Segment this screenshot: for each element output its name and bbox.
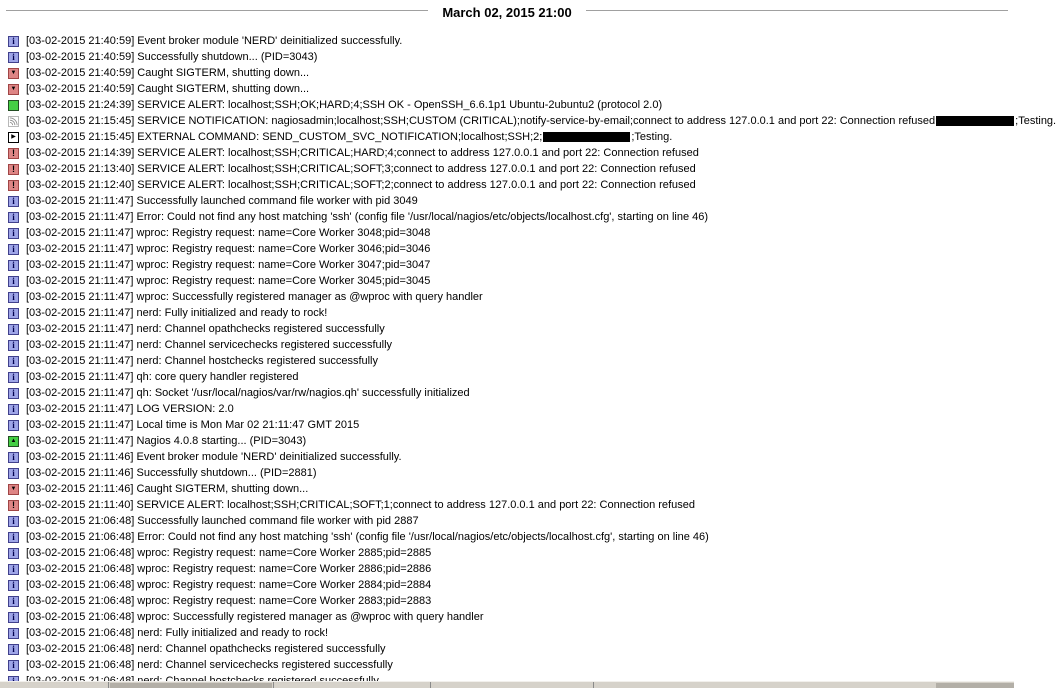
log-message bbox=[26, 163, 696, 175]
log-row bbox=[0, 513, 1014, 529]
info-icon: i bbox=[8, 644, 19, 655]
log-text: [03-02-2015 21:11:46] Successfully shutdown... (PID=2881) bbox=[26, 467, 317, 480]
log-text: [03-02-2015 21:11:46] Event broker module 'NERD' deinitialized successfully. bbox=[26, 451, 402, 464]
log-text: [03-02-2015 21:13:40] SERVICE ALERT: localhost;SSH;CRITICAL;SOFT;3;connect to address 127.0.0.1 and port 22: Connection refused bbox=[26, 163, 696, 176]
log-text: [03-02-2015 21:11:40] SERVICE ALERT: localhost;SSH;CRITICAL;SOFT;1;connect to address 127.0.0.1 and port 22: Connection refused bbox=[26, 499, 695, 512]
info-icon: i bbox=[8, 564, 19, 575]
log-message bbox=[26, 419, 359, 431]
log-row bbox=[0, 545, 1014, 561]
log-row bbox=[0, 449, 1014, 465]
log-text: [03-02-2015 21:11:47] Nagios 4.0.8 starting... (PID=3043) bbox=[26, 435, 307, 448]
log-text: [03-02-2015 21:06:48] wproc: Registry request: name=Core Worker 2883;pid=2883 bbox=[26, 595, 432, 608]
log-row bbox=[0, 593, 1014, 609]
info-icon: i bbox=[8, 260, 19, 271]
log-message bbox=[26, 195, 418, 207]
log-row bbox=[0, 97, 1014, 113]
log-text: [03-02-2015 21:11:47] qh: core query handler registered bbox=[26, 371, 299, 384]
log-text: [03-02-2015 21:11:47] nerd: Fully initialized and ready to rock! bbox=[26, 307, 328, 320]
log-message bbox=[26, 131, 672, 143]
log-message bbox=[26, 387, 470, 399]
log-message bbox=[26, 627, 328, 639]
log-row bbox=[0, 561, 1014, 577]
info-icon: i bbox=[8, 388, 19, 399]
log-message bbox=[26, 595, 431, 607]
log-text: [03-02-2015 21:14:39] SERVICE ALERT: localhost;SSH;CRITICAL;HARD;4;connect to address 127.0.0.1 and port 22: Connection refused bbox=[26, 147, 699, 160]
bottom-bar-divider bbox=[108, 682, 109, 688]
info-icon: i bbox=[8, 292, 19, 303]
shutdown-arrow-icon: ▼ bbox=[8, 84, 19, 95]
log-message bbox=[26, 371, 299, 383]
info-icon: i bbox=[8, 628, 19, 639]
shutdown-arrow-icon: ▼ bbox=[8, 68, 19, 79]
log-row bbox=[0, 385, 1014, 401]
critical-alert-icon: ! bbox=[8, 180, 19, 191]
log-row bbox=[0, 625, 1014, 641]
log-message bbox=[26, 99, 662, 111]
log-message bbox=[26, 291, 483, 303]
log-text: [03-02-2015 21:06:48] nerd: Channel opathchecks registered successfully bbox=[26, 643, 386, 656]
log-message bbox=[26, 211, 708, 223]
log-message bbox=[26, 451, 402, 463]
log-text: [03-02-2015 21:15:45] EXTERNAL COMMAND: SEND_CUSTOM_SVC_NOTIFICATION;localhost;SSH;2; bbox=[26, 131, 543, 144]
log-row bbox=[0, 273, 1014, 289]
redacted-text bbox=[936, 116, 1014, 126]
log-row bbox=[0, 49, 1014, 65]
log-message bbox=[26, 579, 431, 591]
log-text: [03-02-2015 21:11:47] nerd: Channel hostchecks registered successfully bbox=[26, 355, 379, 368]
log-text: [03-02-2015 21:06:48] wproc: Successfully registered manager as @wproc with query handler bbox=[26, 611, 484, 624]
log-message bbox=[26, 499, 695, 511]
critical-alert-icon: ! bbox=[8, 500, 19, 511]
log-message bbox=[26, 435, 306, 447]
log-message bbox=[26, 547, 431, 559]
log-row bbox=[0, 145, 1014, 161]
log-text: [03-02-2015 21:11:47] qh: Socket '/usr/local/nagios/var/rw/nagios.qh' successfully initialized bbox=[26, 387, 470, 400]
log-text: [03-02-2015 21:06:48] Error: Could not find any host matching 'ssh' (config file '/usr/local/nagios/etc/objects/localhost.cfg', starting on line 46) bbox=[26, 531, 709, 544]
log-row bbox=[0, 337, 1014, 353]
log-row bbox=[0, 401, 1014, 417]
log-message bbox=[26, 483, 308, 495]
log-text: [03-02-2015 21:40:59] Event broker module 'NERD' deinitialized successfully. bbox=[26, 35, 403, 48]
log-row bbox=[0, 177, 1014, 193]
log-message bbox=[26, 467, 317, 479]
log-text: [03-02-2015 21:11:46] Caught SIGTERM, shutting down... bbox=[26, 483, 309, 496]
log-message bbox=[26, 323, 385, 335]
log-message bbox=[26, 339, 392, 351]
log-text: [03-02-2015 21:11:47] nerd: Channel servicechecks registered successfully bbox=[26, 339, 393, 352]
log-message bbox=[26, 147, 699, 159]
log-text: [03-02-2015 21:06:48] wproc: Registry request: name=Core Worker 2884;pid=2884 bbox=[26, 579, 432, 592]
log-text: ;Testing. bbox=[631, 131, 673, 144]
critical-alert-icon: ! bbox=[8, 148, 19, 159]
log-message bbox=[26, 115, 1056, 127]
log-row bbox=[0, 113, 1056, 129]
log-text: [03-02-2015 21:06:48] nerd: Channel servicechecks registered successfully bbox=[26, 659, 393, 672]
log-list bbox=[0, 33, 1056, 689]
log-message bbox=[26, 563, 431, 575]
log-text: [03-02-2015 21:06:48] wproc: Registry request: name=Core Worker 2886;pid=2886 bbox=[26, 563, 432, 576]
log-text: [03-02-2015 21:15:45] SERVICE NOTIFICATION: nagiosadmin;localhost;SSH;CUSTOM (CRITICAL);notify-service-by-email;connect to address 127.0.0.1 and port 22: Connection refused bbox=[26, 115, 936, 128]
info-icon: i bbox=[8, 276, 19, 287]
info-icon: i bbox=[8, 356, 19, 367]
log-text: [03-02-2015 21:06:48] wproc: Registry request: name=Core Worker 2885;pid=2885 bbox=[26, 547, 432, 560]
log-text: [03-02-2015 21:11:47] Local time is Mon Mar 02 21:11:47 GMT 2015 bbox=[26, 419, 360, 432]
info-icon: i bbox=[8, 52, 19, 63]
log-text: [03-02-2015 21:11:47] wproc: Registry request: name=Core Worker 3046;pid=3046 bbox=[26, 243, 431, 256]
bottom-edge-bar bbox=[0, 681, 1014, 688]
program-start-icon: ▲ bbox=[8, 436, 19, 447]
log-row bbox=[0, 529, 1014, 545]
log-row bbox=[0, 33, 1014, 49]
info-icon: i bbox=[8, 228, 19, 239]
log-row bbox=[0, 289, 1014, 305]
info-icon: i bbox=[8, 612, 19, 623]
log-message bbox=[26, 531, 709, 543]
log-text: [03-02-2015 21:11:47] wproc: Successfully registered manager as @wproc with query handler bbox=[26, 291, 483, 304]
log-text: [03-02-2015 21:06:48] nerd: Fully initialized and ready to rock! bbox=[26, 627, 329, 640]
log-message bbox=[26, 307, 327, 319]
log-row bbox=[0, 321, 1014, 337]
log-row bbox=[0, 209, 1014, 225]
log-message bbox=[26, 659, 393, 671]
log-message bbox=[26, 227, 430, 239]
page-title: March 02, 2015 21:00 bbox=[442, 4, 572, 20]
service-ok-icon bbox=[8, 100, 19, 111]
log-row bbox=[0, 609, 1014, 625]
log-text: ;Testing. bbox=[1015, 115, 1056, 128]
log-row bbox=[0, 497, 1014, 513]
info-icon: i bbox=[8, 196, 19, 207]
info-icon: i bbox=[8, 372, 19, 383]
log-message bbox=[26, 67, 309, 79]
info-icon: i bbox=[8, 548, 19, 559]
log-row bbox=[0, 161, 1014, 177]
log-message bbox=[26, 51, 317, 63]
header-rule-right bbox=[586, 10, 1008, 14]
log-text: [03-02-2015 21:11:47] Error: Could not find any host matching 'ssh' (config file '/usr/local/nagios/etc/objects/localhost.cfg', starting on line 46) bbox=[26, 211, 709, 224]
redacted-text bbox=[543, 132, 630, 142]
log-message bbox=[26, 83, 309, 95]
bottom-bar-segment bbox=[110, 683, 272, 688]
log-message bbox=[26, 35, 402, 47]
bottom-bar-divider bbox=[273, 682, 274, 688]
log-date-header bbox=[0, 0, 1014, 22]
log-row bbox=[0, 193, 1014, 209]
log-message bbox=[26, 179, 696, 191]
info-icon: i bbox=[8, 212, 19, 223]
log-message bbox=[26, 403, 234, 415]
notification-icon bbox=[8, 116, 19, 127]
bottom-bar-divider bbox=[593, 682, 594, 688]
info-icon: i bbox=[8, 420, 19, 431]
log-row bbox=[0, 433, 1014, 449]
info-icon: i bbox=[8, 340, 19, 351]
log-text: [03-02-2015 21:06:48] Successfully launched command file worker with pid 2887 bbox=[26, 515, 419, 528]
log-message bbox=[26, 259, 430, 271]
log-text: [03-02-2015 21:11:47] nerd: Channel opathchecks registered successfully bbox=[26, 323, 385, 336]
external-command-icon: ▶ bbox=[8, 132, 19, 143]
log-row bbox=[0, 465, 1014, 481]
log-text: [03-02-2015 21:11:47] wproc: Registry request: name=Core Worker 3045;pid=3045 bbox=[26, 275, 431, 288]
info-icon: i bbox=[8, 324, 19, 335]
info-icon: i bbox=[8, 596, 19, 607]
info-icon: i bbox=[8, 532, 19, 543]
info-icon: i bbox=[8, 244, 19, 255]
info-icon: i bbox=[8, 580, 19, 591]
log-text: [03-02-2015 21:24:39] SERVICE ALERT: localhost;SSH;OK;HARD;4;SSH OK - OpenSSH_6.6.1p1 Ubuntu-2ubuntu2 (protocol 2.0) bbox=[26, 99, 663, 112]
log-text: [03-02-2015 21:40:59] Caught SIGTERM, shutting down... bbox=[26, 83, 310, 96]
log-message bbox=[26, 275, 430, 287]
bottom-bar-divider bbox=[430, 682, 431, 688]
log-row bbox=[0, 641, 1014, 657]
log-message bbox=[26, 243, 430, 255]
log-row bbox=[0, 257, 1014, 273]
log-row bbox=[0, 577, 1014, 593]
log-message bbox=[26, 515, 419, 527]
info-icon: i bbox=[8, 468, 19, 479]
info-icon: i bbox=[8, 660, 19, 671]
critical-alert-icon: ! bbox=[8, 164, 19, 175]
log-row bbox=[0, 305, 1014, 321]
log-message bbox=[26, 611, 484, 623]
log-text: [03-02-2015 21:40:59] Caught SIGTERM, shutting down... bbox=[26, 67, 310, 80]
log-row bbox=[0, 417, 1014, 433]
log-text: [03-02-2015 21:11:47] wproc: Registry request: name=Core Worker 3047;pid=3047 bbox=[26, 259, 431, 272]
log-text: [03-02-2015 21:11:47] LOG VERSION: 2.0 bbox=[26, 403, 234, 416]
bottom-bar-segment bbox=[936, 683, 1014, 688]
log-row bbox=[0, 65, 1014, 81]
shutdown-arrow-icon: ▼ bbox=[8, 484, 19, 495]
log-message bbox=[26, 355, 378, 367]
info-icon: i bbox=[8, 516, 19, 527]
log-row bbox=[0, 481, 1014, 497]
log-row bbox=[0, 241, 1014, 257]
log-row bbox=[0, 225, 1014, 241]
log-row bbox=[0, 657, 1014, 673]
log-text: [03-02-2015 21:11:47] Successfully launched command file worker with pid 3049 bbox=[26, 195, 418, 208]
log-message bbox=[26, 643, 386, 655]
log-text: [03-02-2015 21:11:47] wproc: Registry request: name=Core Worker 3048;pid=3048 bbox=[26, 227, 431, 240]
log-row bbox=[0, 369, 1014, 385]
info-icon: i bbox=[8, 404, 19, 415]
info-icon: i bbox=[8, 36, 19, 47]
header-rule-left bbox=[6, 10, 428, 14]
info-icon: i bbox=[8, 452, 19, 463]
info-icon: i bbox=[8, 308, 19, 319]
log-row bbox=[0, 81, 1014, 97]
log-text: [03-02-2015 21:40:59] Successfully shutdown... (PID=3043) bbox=[26, 51, 318, 64]
log-text: [03-02-2015 21:12:40] SERVICE ALERT: localhost;SSH;CRITICAL;SOFT;2;connect to address 127.0.0.1 and port 22: Connection refused bbox=[26, 179, 696, 192]
log-row bbox=[0, 129, 1014, 145]
log-row bbox=[0, 353, 1014, 369]
